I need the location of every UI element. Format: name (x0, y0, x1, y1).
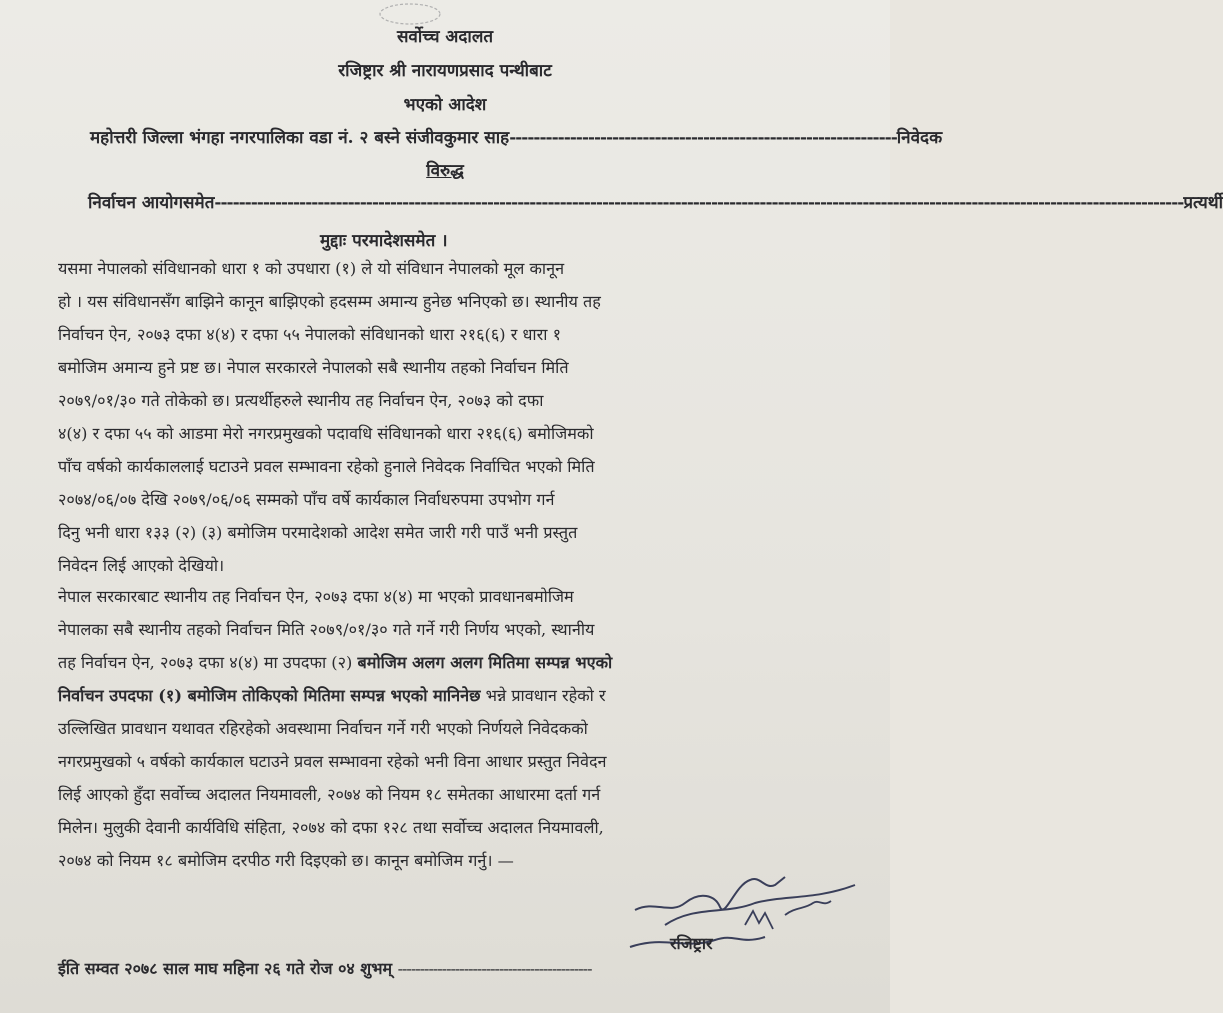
dash-leader: ---------------------------------------------------------------- (509, 128, 897, 148)
text-line: २०७४/०६/०७ देखि २०७९/०६/०६ सम्मको पाँच वर्षे कार्यकाल निर्वाधरुपमा उपभोग गर्न (58, 490, 555, 509)
bold-segment: निर्वाचन उपदफा (१) बमोजिम तोकिएको मितिमा सम्पन्न भएको मानिनेछ (58, 686, 481, 705)
handwritten-signature (625, 855, 875, 965)
text-line: निवेदन लिई आएको देखियो। (58, 556, 225, 575)
respondent-line (88, 190, 1223, 213)
text-line: नेपालका सबै स्थानीय तहको निर्वाचन मिति २०७९/०१/३० गते गर्ने गरी निर्णय भएको, स्थानीय (58, 620, 595, 639)
petitioner-line (90, 125, 943, 148)
text-line: २०७९/०१/३० गते तोकेको छ। प्रत्यर्थीहरुले स्थानीय तह निर्वाचन ऐन, २०७३ को दफा (58, 391, 544, 410)
text-line: निर्वाचन ऐन, २०७३ दफा ४(४) र दफा ५५ नेपालको संविधानको धारा २१६(६) र धारा १ (58, 325, 562, 344)
versus-text: विरुद्ध (426, 161, 464, 181)
text-line: २०७४ को नियम १८ बमोजिम दरपीठ गरी दिइएको छ। कानून बमोजिम गर्नु। — (58, 851, 514, 870)
text-segment: तह निर्वाचन ऐन, २०७३ दफा ४(४) मा उपदफा (२) (58, 653, 358, 672)
text-line: दिनु भनी धारा १३३ (२) (३) बमोजिम परमादेशको आदेश समेत जारी गरी पाउँ भनी प्रस्तुत (58, 523, 578, 542)
text-line (58, 646, 818, 679)
order-heading: भएको आदेश (403, 95, 487, 115)
text-segment: भन्ने प्रावधान रहेको र (480, 686, 606, 705)
versus-heading (0, 158, 890, 181)
text-line: पाँच वर्षको कार्यकाललाई घटाउने प्रवल सम्भावना रहेको हुनाले निवेदक निर्वाचित भएको मिति (58, 457, 595, 476)
respondent-name: निर्वाचन आयोगसमेत (88, 193, 215, 213)
petitioner-name: महोत्तरी जिल्ला भंगहा नगरपालिका वडा नं. २ बस्ने संजीवकुमार साह (90, 128, 510, 148)
text-line: ४(४) र दफा ५५ को आडमा मेरो नगरप्रमुखको पदावधि संविधानको धारा २१६(६) बमोजिमको (58, 424, 594, 443)
text-line: मिलेन। मुलुकी देवानी कार्यविधि संहिता, २०७४ को दफा १२८ तथा सर्वोच्च अदालत नियमावली, (58, 818, 604, 837)
text-line: हो । यस संविधानसँग बाझिने कानून बाझिएको हदसम्म अमान्य हुनेछ भनिएको छ। स्थानीय तह (58, 292, 601, 311)
bold-segment: बमोजिम अलग अलग मितिमा सम्पन्न भएको (357, 653, 613, 672)
petitioner-role: निवेदक (896, 128, 943, 148)
paragraph-1 (58, 252, 818, 582)
dash-leader: ---------------------------------------------------------------------------------------------------------------------------------------------------------------- (214, 193, 1184, 213)
text-line: यसमा नेपालको संविधानको धारा १ को उपधारा (१) ले यो संविधान नेपालको मूल कानून (58, 259, 565, 278)
dash-leader: -------------------------------------------- (397, 959, 592, 978)
text-line: बमोजिम अमान्य हुने प्रष्ट छ। नेपाल सरकारले नेपालको सबै स्थानीय तहको निर्वाचन मिति (58, 358, 569, 377)
text-line (58, 679, 818, 712)
text-line: नेपाल सरकारबाट स्थानीय तह निर्वाचन ऐन, २०७३ दफा ४(४) मा भएको प्रावधानबमोजिम (58, 587, 574, 606)
paragraph-2 (58, 580, 818, 877)
court-name: सर्वोच्च अदालत (396, 27, 494, 47)
subject-line: मुद्दाः परमादेशसमेत । (320, 231, 448, 251)
respondent-role: प्रत्यर्थी (1183, 193, 1223, 213)
footer-line (58, 957, 591, 979)
registrar-label: रजिष्ट्रार (670, 934, 713, 953)
text-line: उल्लिखित प्रावधान यथावत रहिरहेको अवस्थामा निर्वाचन गर्ने गरी भएको निर्णयले निवेदकको (58, 719, 588, 738)
text-line: लिई आएको हुँदा सर्वोच्च अदालत नियमावली, २०७४ को नियम १८ समेतका आधारमा दर्ता गर्न (58, 785, 601, 804)
footer-text: ईति सम्वत २०७८ साल माघ महिना २६ गते रोज ०४ शुभम् (58, 959, 393, 978)
registrar-line: रजिष्ट्रार श्री नारायणप्रसाद पन्थीबाट (338, 61, 552, 81)
text-line: नगरप्रमुखको ५ वर्षको कार्यकाल घटाउने प्रवल सम्भावना रहेको भनी विना आधार प्रस्तुत निवेदन (58, 752, 607, 771)
